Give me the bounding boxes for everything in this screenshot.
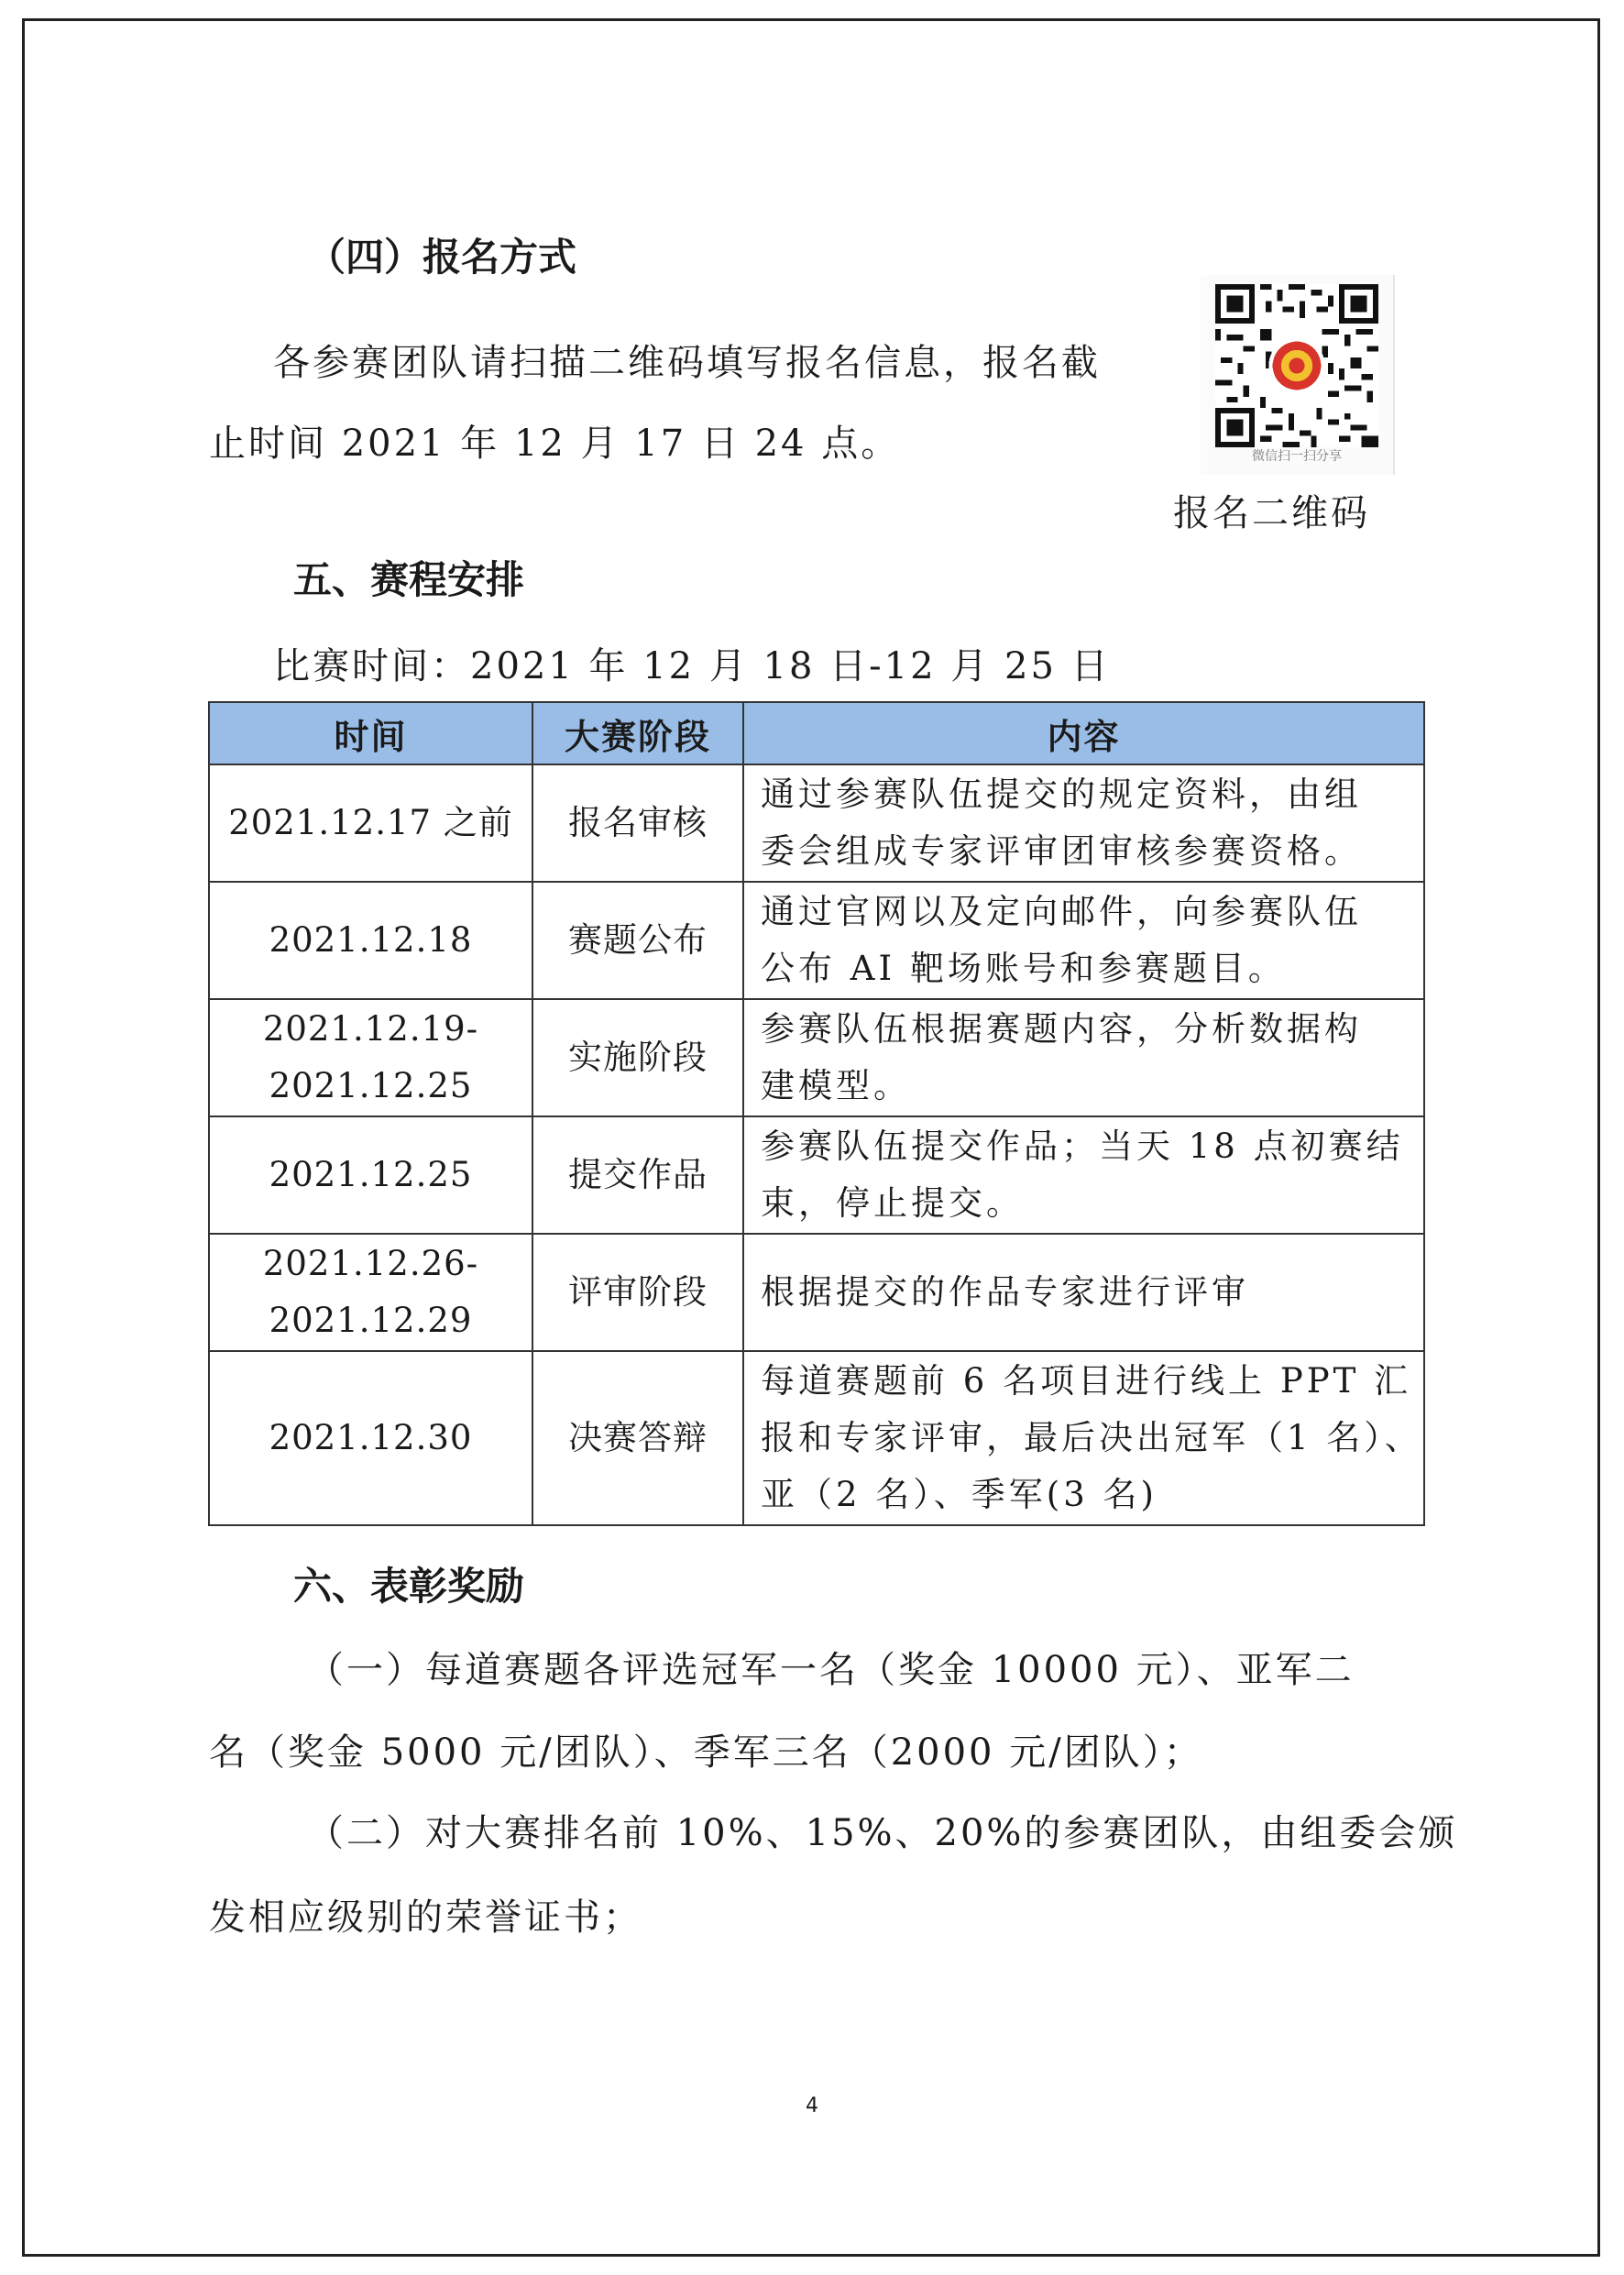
content-cell: 根据提交的作品专家进行评审 [743,1234,1424,1351]
awards-item1-line2: 名（奖金 5000 元/团队）、季军三名（2000 元/团队）； [209,1731,1203,1774]
table-row [209,1351,1424,1525]
time-cell: 2021.12.25 [209,1116,532,1234]
page-number: 4 [806,2094,818,2117]
qr-share-caption: 微信扫一扫分享 [1252,449,1342,464]
content-cell: 参赛队伍提交作品；当天 18 点初赛结 束，停止提交。 [743,1116,1424,1234]
awards-item1-line1: （一）每道赛题各评选冠军一名（奖金 10000 元）、亚军二 [307,1649,1355,1691]
qr-label: 报名二维码 [1173,492,1370,534]
content-cell: 每道赛题前 6 名项目进行线上 PPT 汇 报和专家评审，最后决出冠军（1 名）、 亚（2 名）、季军(3 名) [743,1351,1424,1525]
column-header: 大赛阶段 [532,702,743,764]
stage-cell: 实施阶段 [532,999,743,1116]
registration-para-line2: 止时间 2021 年 12 月 17 日 24 点。 [209,423,901,465]
table-row [209,1116,1424,1234]
time-cell: 2021.12.17 之前 [209,764,532,882]
time-cell: 2021.12.30 [209,1351,532,1525]
content-cell: 参赛队伍根据赛题内容，分析数据构 建模型。 [743,999,1424,1116]
registration-heading: （四）报名方式 [307,235,577,280]
table-header-row [209,702,1424,764]
registration-para-line1: 各参赛团队请扫描二维码填写报名信息，报名截 [273,342,1101,384]
stage-cell: 评审阶段 [532,1234,743,1351]
stage-cell: 报名审核 [532,764,743,882]
schedule-heading: 五、赛程安排 [293,557,525,602]
content-cell: 通过参赛队伍提交的规定资料，由组 委会组成专家评审团审核参赛资格。 [743,764,1424,882]
table-row [209,764,1424,882]
stage-cell: 决赛答辩 [532,1351,743,1525]
registration-qr-code[interactable] [1201,275,1395,475]
time-cell: 2021.12.26- 2021.12.29 [209,1234,532,1351]
time-cell: 2021.12.19- 2021.12.25 [209,999,532,1116]
table-row [209,1234,1424,1351]
time-cell: 2021.12.18 [209,882,532,999]
match-time: 比赛时间：2021 年 12 月 18 日-12 月 25 日 [273,645,1111,687]
column-header: 时间 [209,702,532,764]
stage-cell: 赛题公布 [532,882,743,999]
awards-item2-line1: （二）对大赛排名前 10%、15%、20%的参赛团队，由组委会颁 [307,1812,1458,1854]
column-header: 内容 [743,702,1424,764]
stage-cell: 提交作品 [532,1116,743,1234]
schedule-table [208,701,1425,1526]
table-row [209,882,1424,999]
qr-code-image [1215,284,1378,447]
table-row [209,999,1424,1116]
awards-heading: 六、表彰奖励 [293,1564,525,1609]
awards-item2-line2: 发相应级别的荣誉证书； [209,1896,642,1939]
content-cell: 通过官网以及定向邮件，向参赛队伍 公布 AI 靶场账号和参赛题目。 [743,882,1424,999]
